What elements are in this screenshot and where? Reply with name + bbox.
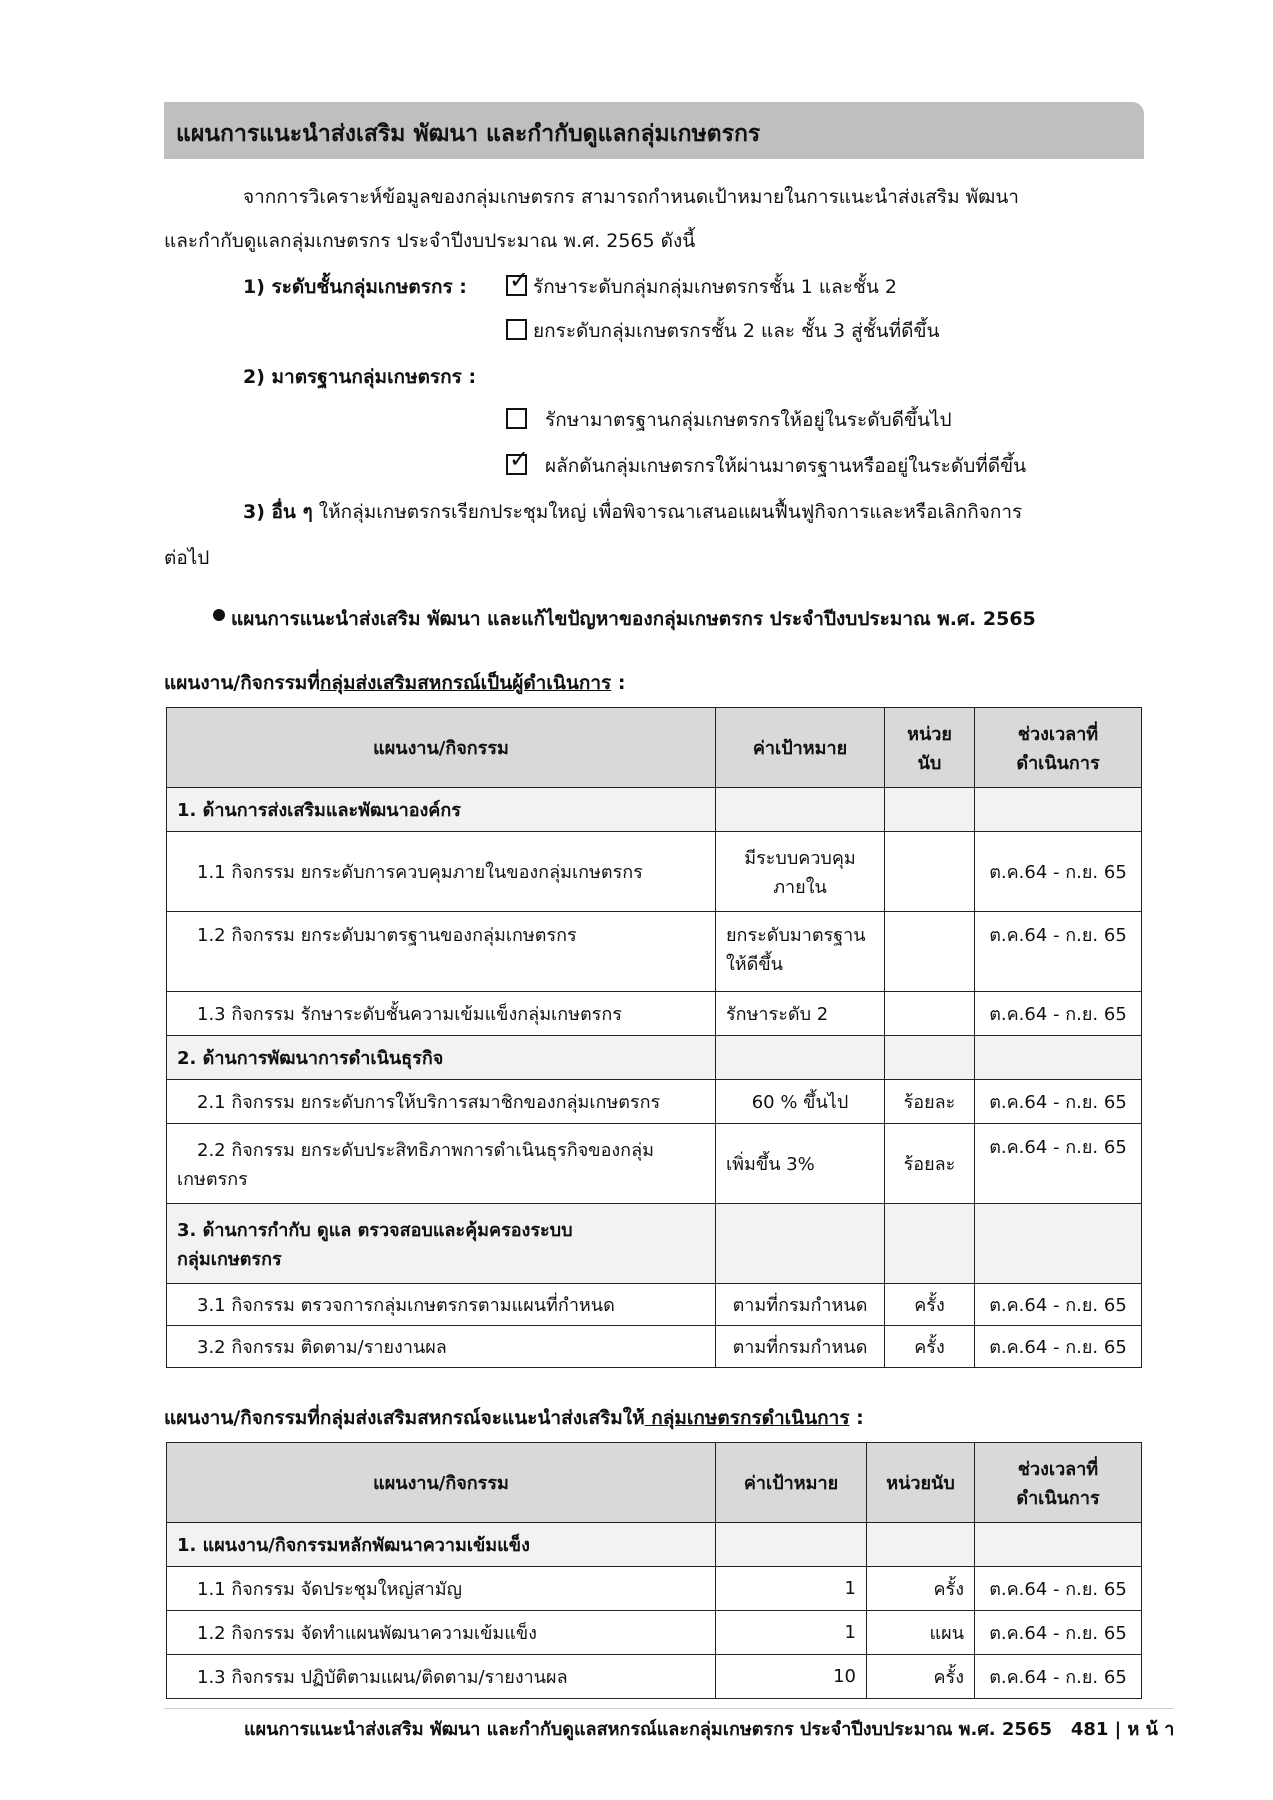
table-row (167, 992, 1142, 1036)
plan-heading-text: แผนการแนะนำส่งเสริม พัฒนา และแก้ไขปัญหาของกลุ่มเกษตรกร ประจำปีงบประมาณ พ.ศ. 2565 (231, 608, 1036, 630)
section-row (167, 1523, 1142, 1567)
activity-cell: 3.1 กิจกรรม ตรวจการกลุ่มเกษตรกรตามแผนที่กำหนด (167, 1284, 716, 1326)
header-period: ช่วงเวลาที่ ดำเนินการ (975, 708, 1142, 788)
table1-caption-underlined: กลุ่มส่งเสริมสหกรณ์เป็นผู้ดำเนินการ (319, 672, 612, 694)
table-row (167, 1567, 1142, 1611)
checkbox-checked-icon: ✓ (506, 454, 527, 475)
header-activity: แผนงาน/กิจกรรม (167, 1443, 716, 1523)
table-header-row (167, 708, 1142, 788)
target-cell: 1 (716, 1611, 867, 1655)
header-activity: แผนงาน/กิจกรรม (167, 708, 716, 788)
table2-caption (164, 1403, 864, 1433)
table2 (166, 1442, 1142, 1699)
intro-line-1: จากการวิเคราะห์ข้อมูลของกลุ่มเกษตรกร สามารถกำหนดเป้าหมายในการแนะนำส่งเสริม พัฒนา (243, 186, 1019, 208)
table-row (167, 832, 1142, 912)
level-option-2 (506, 316, 939, 346)
header-unit: หน่วย นับ (885, 708, 975, 788)
footer-separator: | (1114, 1719, 1122, 1740)
checkbox-empty-icon (506, 408, 527, 429)
activity-cell: 2.1 กิจกรรม ยกระดับการให้บริการสมาชิกของกลุ่มเกษตรกร (167, 1080, 716, 1124)
target-cell: รักษาระดับ 2 (716, 992, 885, 1036)
page-title: แผนการแนะนำส่งเสริม พัฒนา และกำกับดูแลกลุ่มเกษตรกร (176, 121, 761, 147)
section-title: 2. ด้านการพัฒนาการดำเนินธุรกิจ (167, 1036, 716, 1080)
table-row (167, 1124, 1142, 1204)
other-text: ให้กลุ่มเกษตรกรเรียกประชุมใหญ่ เพื่อพิจารณาเสนอแผนฟื้นฟูกิจการและหรือเลิกกิจการ (318, 501, 1023, 523)
activity-cell: 1.3 กิจกรรม ปฏิบัติตามแผน/ติดตาม/รายงานผล (167, 1655, 716, 1699)
activity-cell: 3.2 กิจกรรม ติดตาม/รายงานผล (167, 1326, 716, 1368)
activity-cell: 1.2 กิจกรรม ยกระดับมาตรฐานของกลุ่มเกษตรกร (167, 912, 716, 992)
unit-cell: ร้อยละ (885, 1080, 975, 1124)
section-row (167, 1204, 1142, 1284)
target-cell: 60 % ขึ้นไป (716, 1080, 885, 1124)
table-row (167, 1611, 1142, 1655)
table1-caption-prefix: แผนงาน/กิจกรรมที่ (164, 672, 320, 694)
period-cell: ต.ค.64 - ก.ย. 65 (975, 1284, 1142, 1326)
activity-cell: 1.1 กิจกรรม ยกระดับการควบคุมภายในของกลุ่มเกษตรกร (167, 832, 716, 912)
table-row (167, 1080, 1142, 1124)
unit-cell (885, 832, 975, 912)
period-cell: ต.ค.64 - ก.ย. 65 (975, 1080, 1142, 1124)
footer-text: แผนการแนะนำส่งเสริม พัฒนา และกำกับดูแลสหกรณ์และกลุ่มเกษตรกร ประจำปีงบประมาณ พ.ศ. 2565 (244, 1719, 1052, 1740)
unit-cell: ครั้ง (885, 1326, 975, 1368)
footer (244, 1714, 1174, 1743)
header-unit: หน่วยนับ (867, 1443, 975, 1523)
standard-option-2-label: ผลักดันกลุ่มเกษตรกรให้ผ่านมาตรฐานหรืออยู่ในระดับที่ดีขึ้น (545, 455, 1027, 477)
section-title: 1. ด้านการส่งเสริมและพัฒนาองค์กร (167, 788, 716, 832)
standard-option-1-label: รักษามาตรฐานกลุ่มเกษตรกรให้อยู่ในระดับดีขึ้นไป (545, 409, 952, 431)
target-cell: เพิ่มขึ้น 3% (716, 1124, 885, 1204)
target-cell: 1 (716, 1567, 867, 1611)
unit-cell (885, 992, 975, 1036)
table1 (166, 707, 1142, 1368)
unit-cell: แผน (867, 1611, 975, 1655)
checkbox-empty-icon (506, 319, 527, 340)
table1-caption (164, 668, 625, 698)
period-cell: ต.ค.64 - ก.ย. 65 (975, 912, 1142, 992)
target-cell: มีระบบควบคุม ภายใน (716, 832, 885, 912)
unit-cell (885, 912, 975, 992)
level-option-1 (506, 266, 897, 302)
header-target: ค่าเป้าหมาย (716, 708, 885, 788)
level-label: 1) ระดับชั้นกลุ่มเกษตรกร : (243, 276, 467, 298)
section-row (167, 1036, 1142, 1080)
other-cont: ต่อไป (164, 547, 210, 569)
table-header-row (167, 1443, 1142, 1523)
table2-caption-prefix: แผนงาน/กิจกรรมที่กลุ่มส่งเสริมสหกรณ์จะแนะนำส่งเสริมให้ (164, 1407, 645, 1429)
page-number: 481 (1070, 1719, 1109, 1740)
unit-cell: ครั้ง (867, 1655, 975, 1699)
unit-cell: ร้อยละ (885, 1124, 975, 1204)
plan-heading (213, 604, 1036, 634)
section-title: 3. ด้านการกำกับ ดูแล ตรวจสอบและคุ้มครองระบบ กลุ่มเกษตรกร (167, 1204, 716, 1284)
standard-option-2 (506, 445, 1027, 481)
table2-caption-underlined: กลุ่มเกษตรกรดำเนินการ (644, 1407, 850, 1429)
level-option-1-label: รักษาระดับกลุ่มกลุ่มเกษตรกรชั้น 1 และชั้น 2 (533, 276, 897, 298)
bullet-icon (213, 609, 225, 621)
table-row (167, 1655, 1142, 1699)
header-period: ช่วงเวลาที่ ดำเนินการ (975, 1443, 1142, 1523)
activity-cell: 2.2 กิจกรรม ยกระดับประสิทธิภาพการดำเนินธุรกิจของกลุ่ม เกษตรกร (167, 1124, 716, 1204)
period-cell: ต.ค.64 - ก.ย. 65 (975, 1326, 1142, 1368)
table-row (167, 1326, 1142, 1368)
target-cell: ตามที่กรมกำหนด (716, 1284, 885, 1326)
unit-cell: ครั้ง (867, 1567, 975, 1611)
table-row (167, 1284, 1142, 1326)
level-option-2-label: ยกระดับกลุ่มเกษตรกรชั้น 2 และ ชั้น 3 สู่ชั้นที่ดีขึ้น (533, 320, 940, 342)
target-cell: 10 (716, 1655, 867, 1699)
period-cell: ต.ค.64 - ก.ย. 65 (975, 1655, 1142, 1699)
period-cell: ต.ค.64 - ก.ย. 65 (975, 1567, 1142, 1611)
other-line (243, 497, 1022, 527)
section-title: 1. แผนงาน/กิจกรรมหลักพัฒนาความเข้มแข็ง (167, 1523, 716, 1567)
standard-option-1 (506, 405, 952, 435)
checkbox-checked-icon: ✓ (506, 275, 527, 296)
other-label: 3) อื่น ๆ (243, 501, 313, 523)
unit-cell: ครั้ง (885, 1284, 975, 1326)
section-row (167, 788, 1142, 832)
intro-line-2: และกำกับดูแลกลุ่มเกษตรกร ประจำปีงบประมาณ พ.ศ. 2565 ดังนี้ (164, 230, 696, 252)
page-word: ห น้ า (1127, 1719, 1175, 1740)
period-cell: ต.ค.64 - ก.ย. 65 (975, 1124, 1142, 1204)
target-cell: ยกระดับมาตรฐาน ให้ดีขึ้น (716, 912, 885, 992)
target-cell: ตามที่กรมกำหนด (716, 1326, 885, 1368)
table-row (167, 912, 1142, 992)
period-cell: ต.ค.64 - ก.ย. 65 (975, 1611, 1142, 1655)
period-cell: ต.ค.64 - ก.ย. 65 (975, 832, 1142, 912)
table1-caption-suffix: : (611, 672, 626, 694)
page-title-bar (164, 102, 1144, 159)
activity-cell: 1.3 กิจกรรม รักษาระดับชั้นความเข้มแข็งกลุ่มเกษตรกร (167, 992, 716, 1036)
activity-cell: 1.2 กิจกรรม จัดทำแผนพัฒนาความเข้มแข็ง (167, 1611, 716, 1655)
footer-divider (164, 1708, 1174, 1709)
activity-cell: 1.1 กิจกรรม จัดประชุมใหญ่สามัญ (167, 1567, 716, 1611)
period-cell: ต.ค.64 - ก.ย. 65 (975, 992, 1142, 1036)
standard-label: 2) มาตรฐานกลุ่มเกษตรกร : (243, 366, 477, 388)
table2-caption-suffix: : (849, 1407, 864, 1429)
header-target: ค่าเป้าหมาย (716, 1443, 867, 1523)
